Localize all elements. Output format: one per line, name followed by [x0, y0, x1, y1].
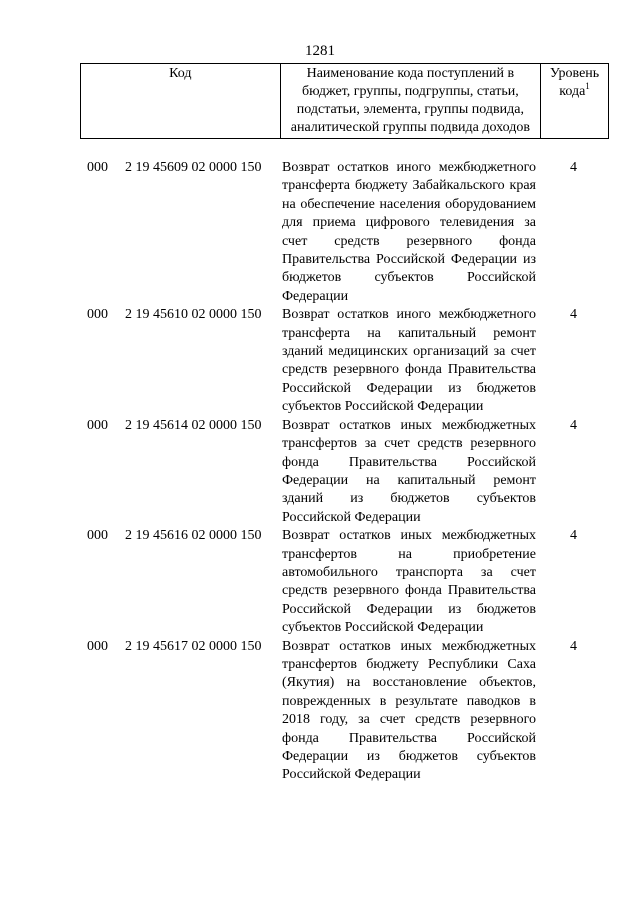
header-level-label: Уровень кода — [549, 66, 600, 99]
row-income-code: 2 19 45614 02 0000 150 — [125, 417, 262, 433]
row-income-code: 2 19 45610 02 0000 150 — [125, 307, 262, 323]
row-admin-code: 000 — [87, 160, 108, 175]
row-name: Возврат остатков иного межбюджетного трансферта на капитальный ремонт зданий медицинских организаций за счет средств резервного фонда Правительства Российской Федерации из бюджетов субъектов Российской Федерации — [282, 307, 536, 415]
row-name: Возврат остатков иных межбюджетных трансфертов на приобретение автомобильного транспорта за счет средств резервного фонда Правительства Российской Федерации из бюджетов субъектов Российской Федерации — [282, 528, 536, 636]
row-name: Возврат остатков иного межбюджетного трансферта бюджету Забайкальского края на обеспечение населения оборудованием для приема цифрового телевидения за счет средств резервного фонда Правительства Российской Федерации из бюджетов субъектов Российской Федерации — [282, 160, 536, 304]
header-level-footnote: 1 — [585, 81, 590, 91]
row-level: 4 — [570, 638, 577, 654]
row-income-code: 2 19 45617 02 0000 150 — [125, 638, 262, 654]
page-number: 1281 — [305, 43, 335, 59]
row-level: 4 — [570, 307, 577, 323]
table-row — [0, 159, 640, 306]
row-income-code: 2 19 45609 02 0000 150 — [125, 160, 262, 175]
table-row — [0, 638, 640, 785]
row-admin-code: 000 — [87, 528, 108, 544]
row-level: 4 — [570, 528, 577, 544]
header-level — [541, 64, 609, 139]
row-name: Возврат остатков иных межбюджетных трансфертов за счет средств резервного фонда Правительства Российской Федерации на капитальный ремонт зданий из бюджетов субъектов Российской Федерации — [282, 417, 536, 525]
row-name: Возврат остатков иных межбюджетных трансфертов бюджету Республики Саха (Якутия) на восстановление объектов, поврежденных в результате паводков в 2018 году, за счет средств резервного фонда Правительства Российской Федерации из бюджетов субъектов Российской Федерации — [282, 638, 536, 783]
row-income-code: 2 19 45616 02 0000 150 — [125, 528, 262, 544]
table-row — [0, 527, 640, 637]
header-name: Наименование кода поступлений в бюджет, группы, подгруппы, статьи, подстатьи, элемента, группы подвида, аналитической группы подвида доходов — [280, 64, 540, 139]
row-admin-code: 000 — [87, 417, 108, 433]
row-level: 4 — [570, 160, 577, 175]
row-admin-code: 000 — [87, 638, 108, 654]
table-header — [80, 63, 609, 139]
table-body — [0, 159, 640, 785]
row-admin-code: 000 — [87, 307, 108, 323]
table-row — [0, 417, 640, 527]
table-row — [0, 306, 640, 416]
header-code: Код — [81, 64, 281, 139]
row-level: 4 — [570, 417, 577, 433]
